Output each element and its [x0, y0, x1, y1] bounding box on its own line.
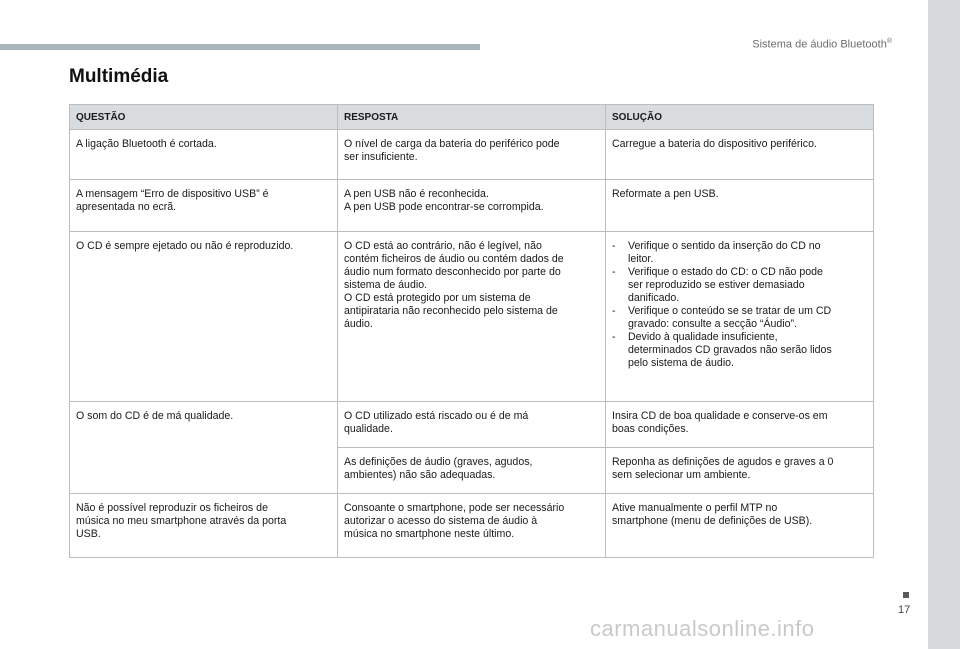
column-header-solution: SOLUÇÃO: [606, 105, 874, 130]
question-cell: A ligação Bluetooth é cortada.: [70, 130, 338, 180]
header-accent-bar: [0, 44, 480, 50]
answer-cell: O CD utilizado está riscado ou é de má qualidade.: [338, 402, 606, 448]
solution-cell: Ative manualmente o perfil MTP no smartphone (menu de definições de USB).: [606, 494, 874, 558]
answer-cell: As definições de áudio (graves, agudos, ambientes) não são adequadas.: [338, 448, 606, 494]
registered-mark: ®: [886, 38, 892, 45]
solution-bullet: - Verifique o sentido da inserção do CD no leitor.: [612, 240, 867, 266]
page-marker: [903, 592, 909, 598]
solution-cell: Reformate a pen USB.: [606, 180, 874, 232]
section-title: Multimédia: [69, 66, 169, 87]
solution-cell: [606, 232, 874, 402]
table-header-row: [70, 105, 874, 130]
answer-cell: A pen USB não é reconhecida. A pen USB pode encontrar-se corrompida.: [338, 180, 606, 232]
solution-cell: Reponha as definições de agudos e graves a 0 sem selecionar um ambiente.: [606, 448, 874, 494]
table-row: [70, 402, 874, 448]
column-header-question: QUESTÃO: [70, 105, 338, 130]
solution-cell: Insira CD de boa qualidade e conserve-os em boas condições.: [606, 402, 874, 448]
solution-bullet: - Verifique o conteúdo se se tratar de um CD gravado: consulte a secção “Áudio”.: [612, 305, 867, 331]
table-row: [70, 232, 874, 402]
solution-bullet-list: [612, 240, 867, 370]
table-row: [70, 494, 874, 558]
question-cell: Não é possível reproduzir os ficheiros de música no meu smartphone através da porta USB.: [70, 494, 338, 558]
question-cell: O CD é sempre ejetado ou não é reproduzido.: [70, 232, 338, 402]
running-header: [752, 38, 892, 51]
solution-bullet: - Devido à qualidade insuficiente, determinados CD gravados não serão lidos pelo sistema de áudio.: [612, 331, 867, 370]
column-header-answer: RESPOSTA: [338, 105, 606, 130]
solution-cell: Carregue a bateria do dispositivo periférico.: [606, 130, 874, 180]
table-row: [70, 180, 874, 232]
running-header-text: Sistema de áudio Bluetooth: [752, 38, 887, 51]
answer-cell: Consoante o smartphone, pode ser necessário autorizar o acesso do sistema de áudio à música no smartphone neste último.: [338, 494, 606, 558]
answer-cell: O CD está ao contrário, não é legível, não contém ficheiros de áudio ou contém dados de áudio num formato desconhecido por parte do sistema de áudio. O CD está protegido por um sistema de antipirataria não reconhecido pelo sistema de áudio.: [338, 232, 606, 402]
watermark-text: carmanualsonline.info: [590, 616, 815, 641]
question-cell: A mensagem “Erro de dispositivo USB” é apresentada no ecrã.: [70, 180, 338, 232]
page-side-strip: [928, 0, 960, 649]
page-number: 17: [898, 604, 911, 616]
answer-cell: O nível de carga da bateria do periférico pode ser insuficiente.: [338, 130, 606, 180]
solution-bullet: - Verifique o estado do CD: o CD não pode ser reproduzido se estiver demasiado danificado.: [612, 266, 867, 305]
faq-table: [69, 104, 874, 558]
table-row: [70, 130, 874, 180]
question-cell: O som do CD é de má qualidade.: [70, 402, 338, 494]
